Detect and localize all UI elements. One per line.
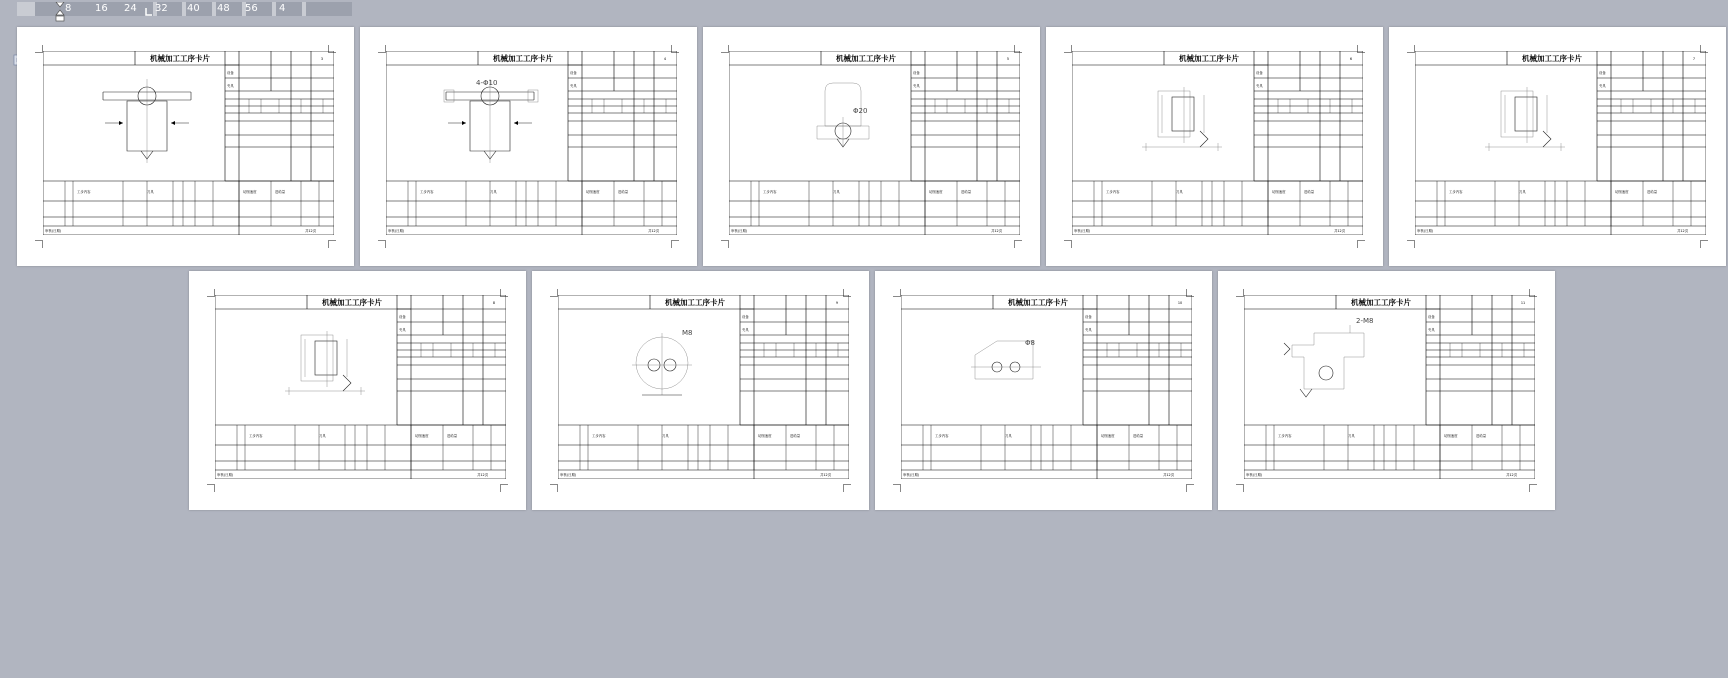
process-card <box>558 295 849 479</box>
part-drawing <box>971 339 1041 379</box>
ruler-tick-label: 56 <box>245 3 258 14</box>
page-corner-mark <box>1186 484 1194 492</box>
feed-label: 进给量 <box>1133 434 1144 438</box>
page-thumbnail[interactable] <box>1046 27 1383 266</box>
ruler-tick-label: 40 <box>187 3 200 14</box>
tool-label: 刀具 <box>319 434 326 438</box>
signature-label: 审核(日期) <box>731 229 748 233</box>
part-bore <box>1515 97 1537 131</box>
page-thumbnail[interactable] <box>189 271 526 510</box>
feed-label: 进给量 <box>961 190 972 194</box>
speed-label: 切削速度 <box>586 190 600 194</box>
page-corner-mark <box>1407 45 1415 53</box>
equipment-label: 设备 <box>1599 71 1606 75</box>
equipment-label: 设备 <box>742 315 749 319</box>
process-card-table <box>1244 295 1535 479</box>
ruler-tick-label: 32 <box>155 3 168 14</box>
page-total-label: 共12页 <box>991 229 1003 233</box>
work-step-label: 工步内容 <box>249 434 263 438</box>
feed-label: 进给量 <box>1647 190 1658 194</box>
ruler-divider <box>272 2 276 16</box>
part-drawing <box>444 79 538 163</box>
process-card <box>901 295 1192 479</box>
page-total-label: 共12页 <box>1506 473 1518 477</box>
speed-label: 切削速度 <box>929 190 943 194</box>
part-bore <box>315 341 337 375</box>
signature-label: 审核(日期) <box>903 473 920 477</box>
signature-label: 审核(日期) <box>1074 229 1091 233</box>
page-corner-mark <box>893 484 901 492</box>
dimension-label: 2-M8 <box>1356 317 1374 325</box>
page-total-label: 共12页 <box>477 473 489 477</box>
ruler-tick-label: 16 <box>95 3 108 14</box>
clamp-arrow-icon <box>514 121 518 125</box>
process-card-table <box>386 51 677 235</box>
feed-label: 进给量 <box>1476 434 1487 438</box>
part-body <box>1158 91 1190 137</box>
process-card <box>1415 51 1706 235</box>
card-title: 机械加工工序卡片 <box>1008 298 1068 307</box>
fixture-label: 夹具 <box>570 84 577 88</box>
process-card <box>729 51 1020 235</box>
card-title: 机械加工工序卡片 <box>150 54 210 63</box>
page-thumbnail[interactable] <box>875 271 1212 510</box>
part-drawing <box>103 79 191 163</box>
process-card <box>215 295 506 479</box>
card-title: 机械加工工序卡片 <box>1522 54 1582 63</box>
ruler-divider <box>302 2 306 16</box>
fixture-label: 夹具 <box>1428 328 1435 332</box>
ruler-divider <box>182 2 186 16</box>
process-card-table <box>43 51 334 235</box>
horizontal-ruler[interactable] <box>17 2 352 16</box>
tool-label: 刀具 <box>1005 434 1012 438</box>
equipment-label: 设备 <box>570 71 577 75</box>
page-thumbnail[interactable] <box>703 27 1040 266</box>
fixture-label: 夹具 <box>1599 84 1606 88</box>
page-corner-mark <box>1529 484 1537 492</box>
ruler-divider <box>212 2 216 16</box>
page-corner-mark <box>378 45 386 53</box>
equipment-label: 设备 <box>399 315 406 319</box>
clamp-arrow-icon <box>171 121 175 125</box>
part-body <box>301 335 333 381</box>
process-number: 4 <box>663 57 667 61</box>
card-title: 机械加工工序卡片 <box>836 54 896 63</box>
feed-label: 进给量 <box>1304 190 1315 194</box>
page-corner-mark <box>893 289 901 297</box>
feed-label: 进给量 <box>447 434 458 438</box>
page-corner-mark <box>35 240 43 248</box>
speed-label: 切削速度 <box>415 434 429 438</box>
indent-marker-icon[interactable] <box>55 2 65 24</box>
part-drawing <box>1284 317 1373 397</box>
page-corner-mark <box>35 45 43 53</box>
page-corner-mark <box>1357 240 1365 248</box>
fixture-label: 夹具 <box>1085 328 1092 332</box>
card-title: 机械加工工序卡片 <box>322 298 382 307</box>
part-body <box>1501 91 1533 137</box>
page-corner-mark <box>500 484 508 492</box>
tab-stop-icon[interactable] <box>145 8 153 16</box>
speed-label: 切削速度 <box>1272 190 1286 194</box>
page-corner-mark <box>671 240 679 248</box>
equipment-label: 设备 <box>1428 315 1435 319</box>
feed-label: 进给量 <box>790 434 801 438</box>
work-step-label: 工步内容 <box>763 190 777 194</box>
page-thumbnail[interactable] <box>360 27 697 266</box>
fixture-label: 夹具 <box>399 328 406 332</box>
page-corner-mark <box>1064 45 1072 53</box>
card-title: 机械加工工序卡片 <box>1179 54 1239 63</box>
page-thumbnail[interactable] <box>1389 27 1726 266</box>
process-card-table <box>901 295 1192 479</box>
part-bore <box>1319 366 1333 380</box>
equipment-label: 设备 <box>1256 71 1263 75</box>
part-drawing <box>1142 87 1222 151</box>
card-title: 机械加工工序卡片 <box>493 54 553 63</box>
fixture-label: 夹具 <box>742 328 749 332</box>
process-card-table <box>1415 51 1706 235</box>
part-drawing <box>817 83 869 147</box>
page-corner-mark <box>207 484 215 492</box>
process-card <box>386 51 677 235</box>
page-total-label: 共12页 <box>305 229 317 233</box>
ruler-tick-label: 24 <box>124 3 137 14</box>
tool-label: 刀具 <box>1348 434 1355 438</box>
process-card <box>43 51 334 235</box>
work-step-label: 工步内容 <box>77 190 91 194</box>
work-step-label: 工步内容 <box>1278 434 1292 438</box>
work-step-label: 工步内容 <box>1106 190 1120 194</box>
process-number: 7 <box>1692 57 1696 61</box>
clamp-arrow-icon <box>462 121 466 125</box>
tool-label: 刀具 <box>147 190 154 194</box>
process-card <box>1244 295 1535 479</box>
ruler-margin <box>17 2 35 16</box>
equipment-label: 设备 <box>1085 315 1092 319</box>
process-card-table <box>729 51 1020 235</box>
page-corner-mark <box>843 484 851 492</box>
process-number: 8 <box>492 301 496 305</box>
part-body <box>1292 333 1364 389</box>
page-total-label: 共12页 <box>1334 229 1346 233</box>
process-card <box>1072 51 1363 235</box>
page-corner-mark <box>721 45 729 53</box>
page-total-label: 共12页 <box>820 473 832 477</box>
speed-label: 切削速度 <box>1444 434 1458 438</box>
card-title: 机械加工工序卡片 <box>665 298 725 307</box>
process-card-table <box>215 295 506 479</box>
process-number: 3 <box>320 57 324 61</box>
fixture-label: 夹具 <box>1256 84 1263 88</box>
page-thumbnail[interactable] <box>17 27 354 266</box>
signature-label: 审核(日期) <box>388 229 405 233</box>
tool-label: 刀具 <box>833 190 840 194</box>
page-total-label: 共12页 <box>1163 473 1175 477</box>
ruler-tick-label: 4 <box>279 3 286 14</box>
signature-label: 审核(日期) <box>217 473 234 477</box>
signature-label: 审核(日期) <box>560 473 577 477</box>
ruler-tick-label: 8 <box>65 3 72 14</box>
signature-label: 审核(日期) <box>1246 473 1263 477</box>
page-total-label: 共12页 <box>648 229 660 233</box>
speed-label: 切削速度 <box>1615 190 1629 194</box>
equipment-label: 设备 <box>913 71 920 75</box>
process-card-table <box>558 295 849 479</box>
page-thumbnail[interactable] <box>532 271 869 510</box>
tool-label: 刀具 <box>1176 190 1183 194</box>
clamp-arrow-icon <box>119 121 123 125</box>
page-corner-mark <box>1700 240 1708 248</box>
fixture-label: 夹具 <box>913 84 920 88</box>
signature-label: 审核(日期) <box>45 229 62 233</box>
tool-label: 刀具 <box>662 434 669 438</box>
equipment-label: 设备 <box>227 71 234 75</box>
process-number: 9 <box>835 301 839 305</box>
part-drawing <box>1485 87 1565 151</box>
feed-label: 进给量 <box>618 190 629 194</box>
page-corner-mark <box>328 240 336 248</box>
fixture-label: 夹具 <box>227 84 234 88</box>
work-step-label: 工步内容 <box>935 434 949 438</box>
process-card-table <box>1072 51 1363 235</box>
page-corner-mark <box>1236 484 1244 492</box>
tool-label: 刀具 <box>490 190 497 194</box>
page-total-label: 共12页 <box>1677 229 1689 233</box>
speed-label: 切削速度 <box>243 190 257 194</box>
page-thumbnail[interactable] <box>1218 271 1555 510</box>
work-step-label: 工步内容 <box>420 190 434 194</box>
part-bore <box>1172 97 1194 131</box>
process-number: 5 <box>1006 57 1010 61</box>
card-title: 机械加工工序卡片 <box>1351 298 1411 307</box>
dimension-label: M8 <box>682 329 693 337</box>
page-corner-mark <box>1014 240 1022 248</box>
speed-label: 切削速度 <box>1101 434 1115 438</box>
page-corner-mark <box>721 240 729 248</box>
page-corner-mark <box>550 289 558 297</box>
process-number: 11 <box>1520 301 1526 305</box>
dimension-label: Φ8 <box>1025 339 1035 347</box>
speed-label: 切削速度 <box>758 434 772 438</box>
tool-label: 刀具 <box>1519 190 1526 194</box>
feed-label: 进给量 <box>275 190 286 194</box>
page-corner-mark <box>550 484 558 492</box>
process-number: 10 <box>1177 301 1183 305</box>
part-drawing <box>632 329 693 395</box>
work-step-label: 工步内容 <box>1449 190 1463 194</box>
page-corner-mark <box>1236 289 1244 297</box>
page-corner-mark <box>207 289 215 297</box>
dimension-label: Φ20 <box>853 107 868 115</box>
part-drawing <box>285 331 365 395</box>
dimension-label: 4-Φ10 <box>476 79 498 87</box>
signature-label: 审核(日期) <box>1417 229 1434 233</box>
ruler-tick-label: 48 <box>217 3 230 14</box>
process-number: 6 <box>1349 57 1353 61</box>
page-corner-mark <box>378 240 386 248</box>
page-corner-mark <box>1407 240 1415 248</box>
page-corner-mark <box>1064 240 1072 248</box>
work-step-label: 工步内容 <box>592 434 606 438</box>
